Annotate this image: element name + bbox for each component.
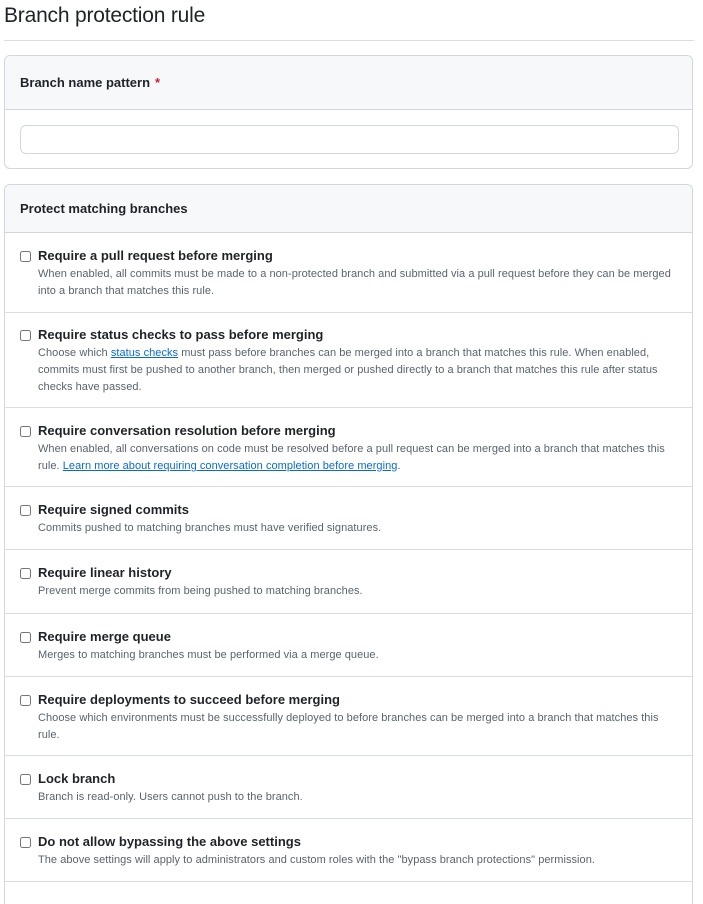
branch-name-label: Branch name pattern (20, 75, 151, 90)
branch-name-pattern-input[interactable] (20, 125, 679, 154)
option-do-not-allow-bypassing (5, 819, 692, 882)
title-divider (4, 40, 694, 41)
require-pull-request-description: When enabled, all commits must be made to a non-protected branch and submitted via a pull request before they can be merged into a branch that matches this rule. (38, 268, 671, 297)
protect-branches-heading: Protect matching branches (20, 201, 188, 216)
page-title: Branch protection rule (4, 4, 206, 27)
option-require-deployments (5, 677, 692, 756)
lock-branch-description: Branch is read-only. Users cannot push to the branch. (38, 791, 303, 803)
require-conversation-resolution-label[interactable]: Require conversation resolution before merging (38, 423, 336, 438)
require-deployments-label[interactable]: Require deployments to succeed before merging (38, 692, 340, 707)
lock-branch-label[interactable]: Lock branch (38, 771, 116, 786)
option-require-signed-commits (5, 487, 692, 550)
require-pull-request-label[interactable]: Require a pull request before merging (38, 248, 273, 263)
lock-branch-checkbox[interactable] (20, 774, 31, 785)
conversation-learn-more-link[interactable]: Learn more about requiring conversation completion before merging (62, 460, 398, 472)
require-conversation-resolution-description (38, 441, 682, 475)
require-signed-commits-checkbox[interactable] (20, 505, 31, 516)
branch-name-header (5, 56, 692, 110)
option-require-merge-queue (5, 614, 692, 677)
branch-name-section (4, 55, 693, 169)
do-not-allow-bypassing-label[interactable]: Do not allow bypassing the above settings (38, 834, 301, 849)
require-merge-queue-checkbox[interactable] (20, 632, 31, 643)
require-status-checks-checkbox[interactable] (20, 330, 31, 341)
require-linear-history-label[interactable]: Require linear history (38, 565, 172, 580)
require-signed-commits-label[interactable]: Require signed commits (38, 502, 189, 517)
conversation-desc-post: . (397, 460, 401, 472)
required-marker: * (155, 75, 161, 90)
status-checks-desc-pre: Choose which (38, 347, 111, 359)
conversation-desc-pre: When enabled, all conversations on code must be resolved before a pull request can be merged into a branch that matches this rule. (38, 443, 665, 472)
require-conversation-resolution-checkbox[interactable] (20, 426, 31, 437)
require-deployments-description: Choose which environments must be successfully deployed to before branches can be merged into a branch that matches this rule. (38, 712, 659, 741)
option-require-conversation-resolution (5, 408, 692, 487)
status-checks-link[interactable]: status checks (110, 347, 179, 359)
option-require-status-checks (5, 313, 692, 408)
option-lock-branch (5, 756, 692, 819)
require-merge-queue-label[interactable]: Require merge queue (38, 629, 171, 644)
require-deployments-checkbox[interactable] (20, 695, 31, 706)
require-linear-history-description: Prevent merge commits from being pushed to matching branches. (38, 585, 363, 597)
option-require-pull-request (5, 233, 692, 313)
do-not-allow-bypassing-checkbox[interactable] (20, 837, 31, 848)
require-status-checks-label[interactable]: Require status checks to pass before merging (38, 327, 324, 342)
protect-branches-header (5, 185, 692, 233)
protect-branches-section (4, 184, 693, 904)
do-not-allow-bypassing-description: The above settings will apply to administrators and custom roles with the "bypass branch protections" permission. (38, 854, 595, 866)
require-linear-history-checkbox[interactable] (20, 568, 31, 579)
require-signed-commits-description: Commits pushed to matching branches must have verified signatures. (38, 522, 382, 534)
require-merge-queue-description: Merges to matching branches must be performed via a merge queue. (38, 649, 379, 661)
require-status-checks-description (38, 345, 682, 396)
require-pull-request-checkbox[interactable] (20, 251, 31, 262)
status-checks-desc-post: must pass before branches can be merged into a branch that matches this rule. When enabled, commits must first be pushed to another branch, then merged or pushed directly to a branch that matches this rule after status checks have passed. (38, 347, 658, 393)
option-require-linear-history (5, 550, 692, 614)
